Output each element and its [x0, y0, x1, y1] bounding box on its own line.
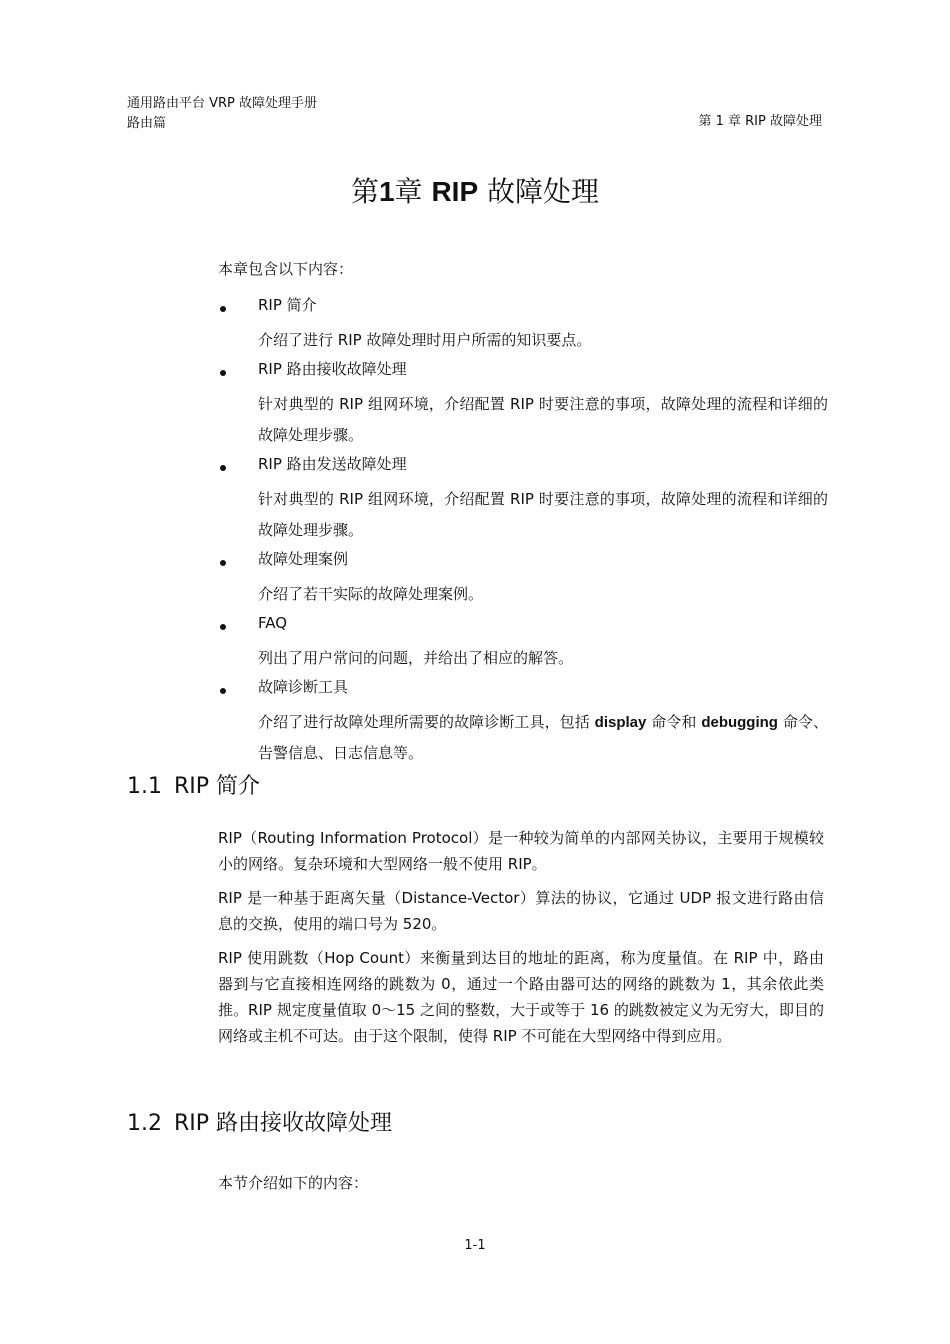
list-item [218, 676, 828, 769]
chapter-bold-word: RIP [431, 176, 479, 207]
list-item [218, 358, 828, 451]
section-intro: 本节介绍如下的内容： [218, 1174, 369, 1192]
chapter-title [0, 172, 950, 212]
section-number: 1.2 [127, 1111, 162, 1136]
bullet-icon [220, 688, 226, 694]
chapter-suffix: 故障处理 [478, 175, 600, 208]
list-item-title: 故障处理案例 [258, 550, 349, 568]
chapter-mid: 章 [394, 175, 432, 208]
list-item [218, 612, 828, 674]
chapter-contents-list [218, 294, 828, 771]
section-body [218, 825, 824, 1057]
list-item-title: RIP 路由接收故障处理 [258, 360, 407, 378]
desc-text: 介绍了进行故障处理所需要的故障诊断工具，包括 [258, 713, 595, 731]
list-item [218, 294, 828, 356]
list-item-description: 针对典型的 RIP 组网环境，介绍配置 RIP 时要注意的事项，故障处理的流程和详细的故障处理步骤。 [258, 490, 828, 539]
chapter-number: 1 [378, 176, 395, 207]
chapter-prefix: 第 [350, 175, 379, 208]
display-command: display [594, 714, 647, 731]
list-item-description: 针对典型的 RIP 组网环境，介绍配置 RIP 时要注意的事项，故障处理的流程和详细的故障处理步骤。 [258, 395, 828, 444]
list-item-title: RIP 简介 [258, 296, 317, 314]
paragraph: RIP（Routing Information Protocol）是一种较为简单的内部网关协议，主要用于规模较小的网络。复杂环境和大型网络一般不使用 RIP。 [218, 829, 824, 873]
list-item [218, 453, 828, 546]
paragraph: RIP 是一种基于距离矢量（Distance-Vector）算法的协议，它通过 UDP 报文进行路由信息的交换，使用的端口号为 520。 [218, 889, 824, 933]
list-item-title: 故障诊断工具 [258, 678, 349, 696]
section-title: RIP 路由接收故障处理 [174, 1111, 393, 1136]
section-title: RIP 简介 [174, 774, 261, 799]
bullet-icon [220, 465, 226, 471]
running-header-left [127, 94, 317, 134]
list-item-title: RIP 路由发送故障处理 [258, 455, 407, 473]
list-item-description: 列出了用户常问的问题，并给出了相应的解答。 [258, 649, 574, 667]
list-item-title: FAQ [258, 614, 288, 632]
bullet-icon [220, 370, 226, 376]
page-number: 1-1 [464, 1238, 486, 1253]
desc-text: 命令和 [646, 713, 702, 731]
paragraph: RIP 使用跳数（Hop Count）来衡量到达目的地址的距离，称为度量值。在 RIP 中，路由器到与它直接相连网络的跳数为 0，通过一个路由器可达的网络的跳数为 1，其余依此类推。RIP 规定度量值取 0～15 之间的整数，大于或等于 16 的跳数被定义为无穷大，即目的网络或主机不可达。由于这个限制，使得 RIP 不可能在大型网络中得到应用。 [218, 949, 824, 1045]
bullet-icon [220, 306, 226, 312]
bullet-icon [220, 560, 226, 566]
list-item [218, 548, 828, 610]
section-number: 1.1 [127, 774, 162, 799]
desc-text: 命令、告警信息、日志信息等。 [258, 713, 828, 762]
section-heading [127, 1109, 392, 1139]
section-heading [127, 772, 260, 802]
list-item-description: 介绍了若干实际的故障处理案例。 [258, 585, 484, 603]
chapter-intro: 本章包含以下内容： [218, 260, 354, 278]
list-item-description: 介绍了进行 RIP 故障处理时用户所需的知识要点。 [258, 331, 592, 349]
running-header-chapter: 第 1 章 RIP 故障处理 [698, 114, 822, 129]
list-item-description [258, 707, 828, 769]
header-volume: 路由篇 [127, 116, 167, 131]
bullet-icon [220, 624, 226, 630]
header-manual-title: 通用路由平台 VRP 故障处理手册 [127, 96, 318, 111]
debugging-command: debugging [701, 714, 778, 731]
